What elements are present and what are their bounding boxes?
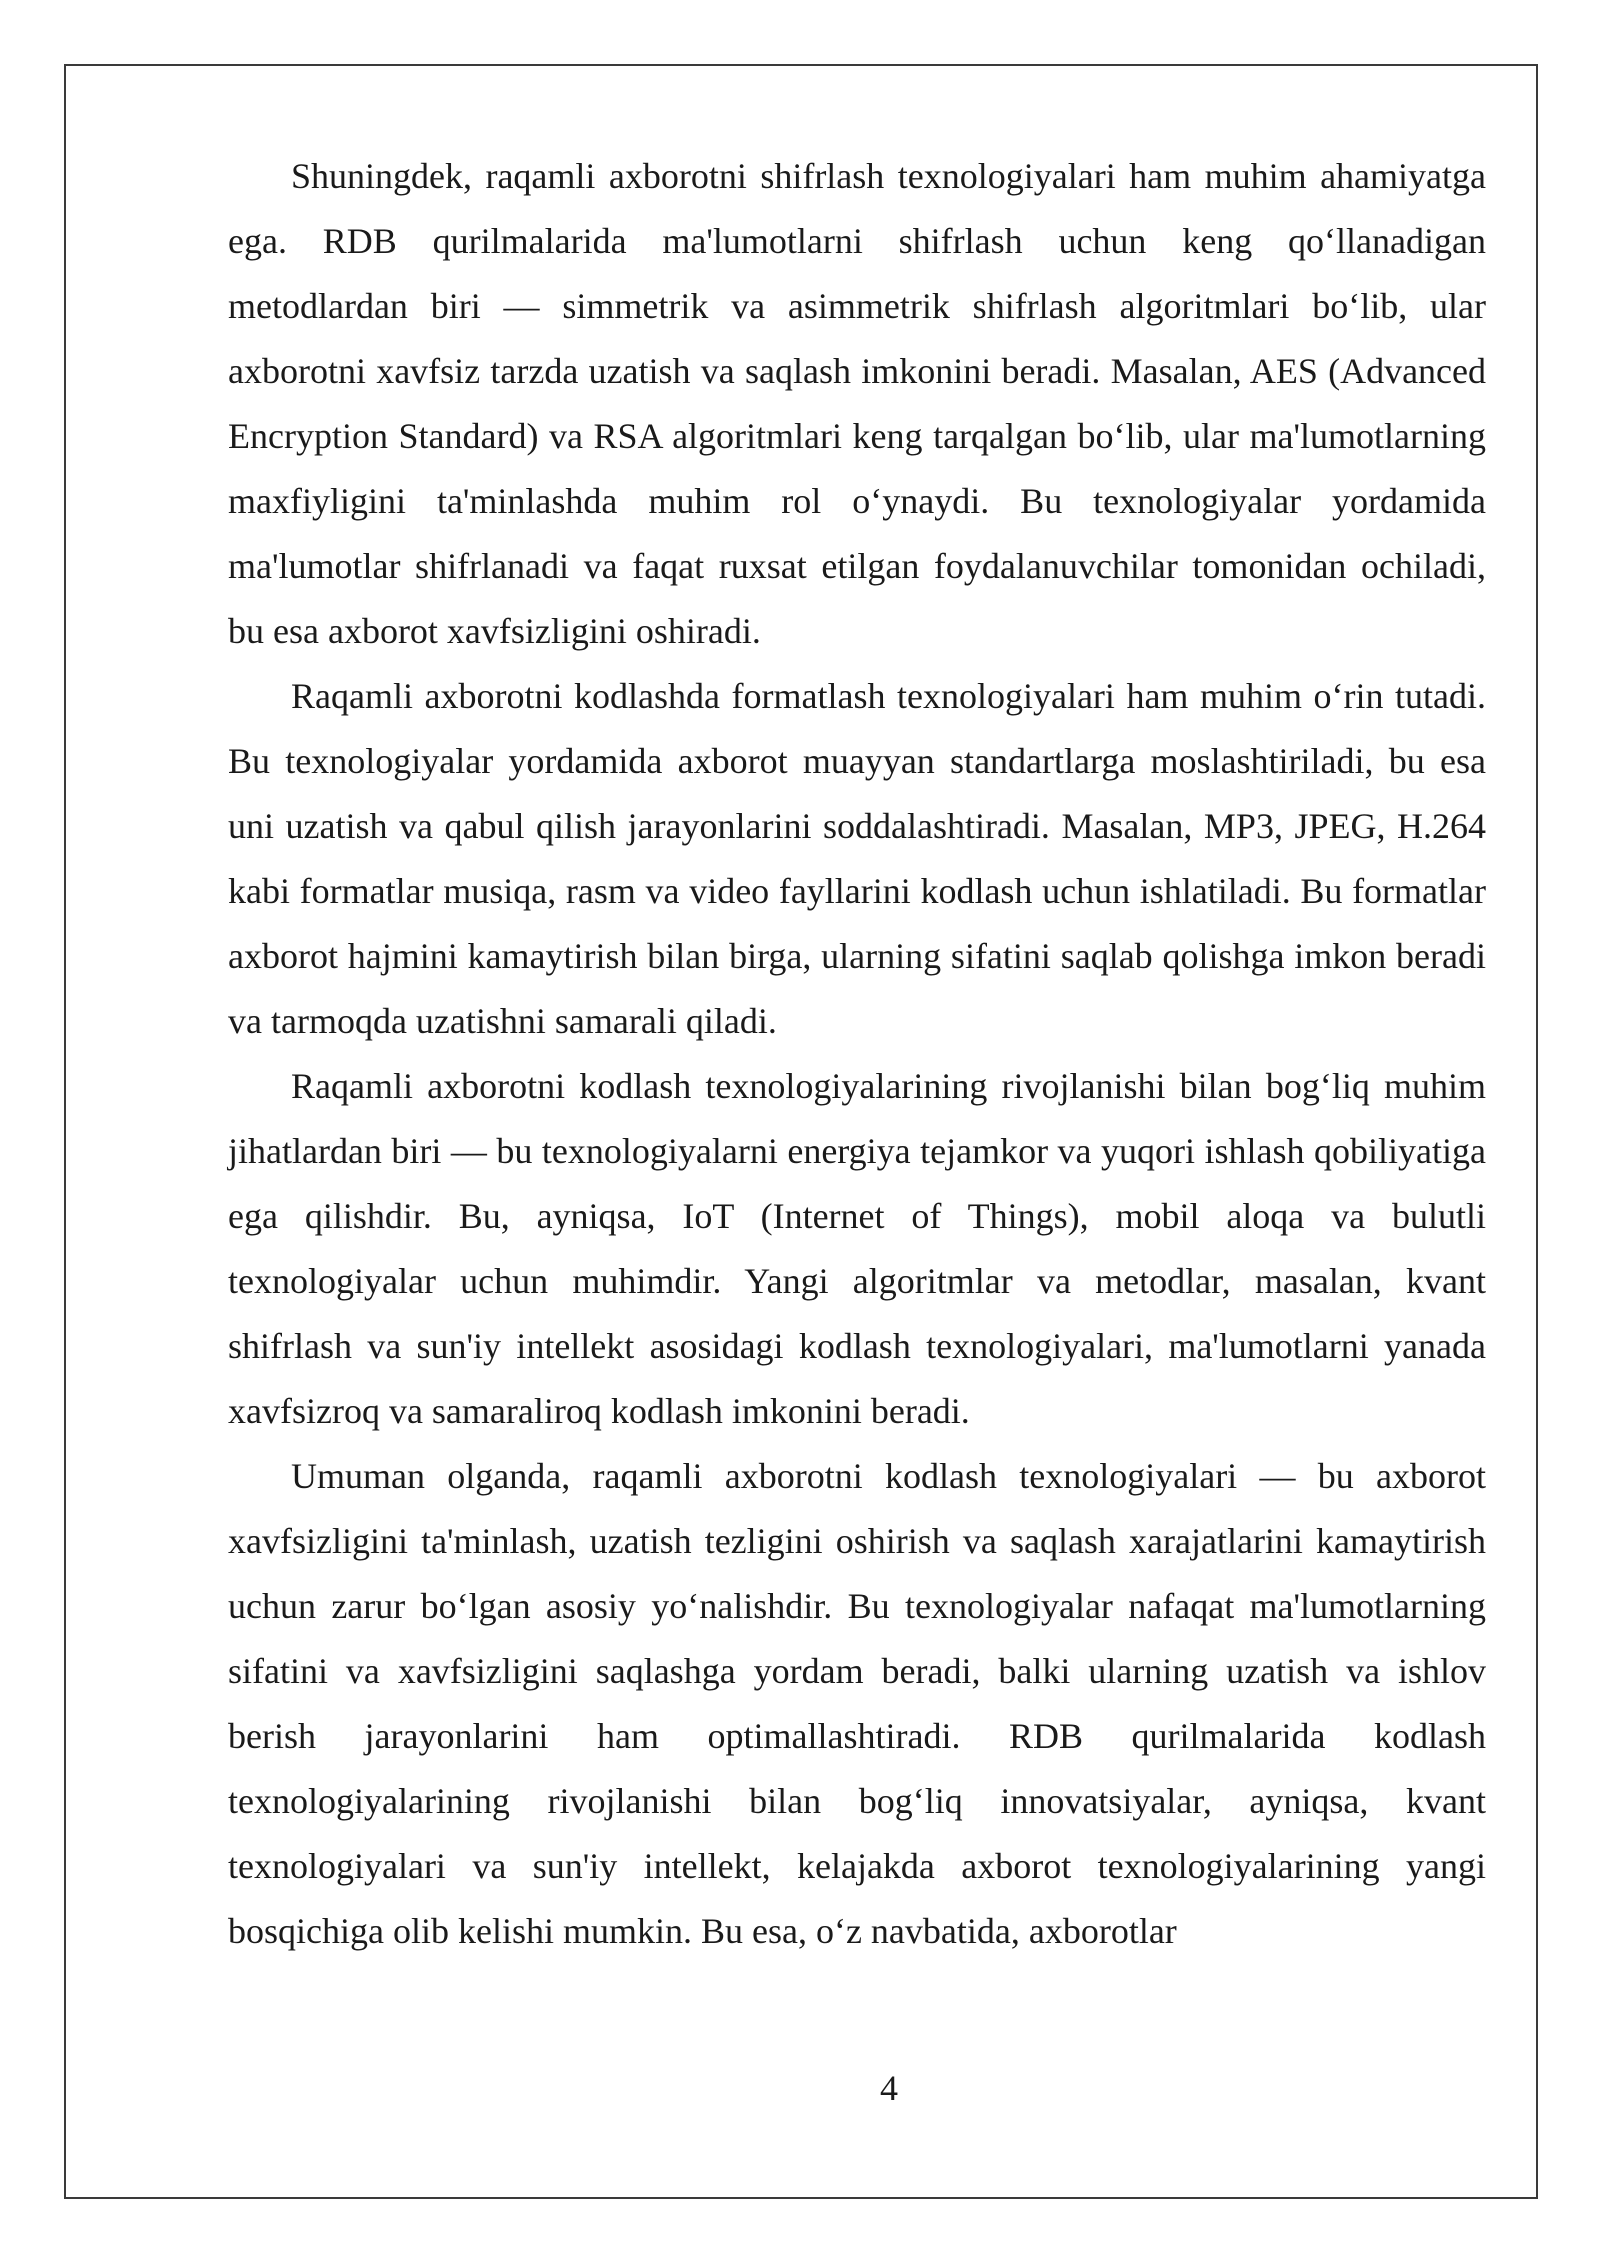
paragraph-encryption: Shuningdek, raqamli axborotni shifrlash texnologiyalari ham muhim ahamiyatga ega. RDB qurilmalarida ma'lumotlarni shifrlash uchun keng qo‘llanadigan metodlardan biri — simmetrik va asimmetrik shifrlash algoritmlari bo‘lib, ular axborotni xavfsiz tarzda uzatish va saqlash imkonini beradi. Masalan, AES (Advanced Encryption Standard) va RSA algoritmlari keng tarqalgan bo‘lib, ular ma'lumotlarning maxfiyligini ta'minlashda muhim rol o‘ynaydi. Bu texnologiyalar yordamida ma'lumotlar shifrlanadi va faqat ruxsat etilgan foydalanuvchilar tomonidan ochiladi, bu esa axborot xavfsizligini oshiradi. — [228, 156, 1486, 651]
paragraph-energy-efficiency: Raqamli axborotni kodlash texnologiyalarining rivojlanishi bilan bog‘liq muhim jihatlardan biri — bu texnologiyalarni energiya tejamkor va yuqori ishlash qobiliyatiga ega qilishdir. Bu, ayniqsa, IoT (Internet of Things), mobil aloqa va bulutli texnologiyalar uchun muhimdir. Yangi algoritmlar va metodlar, masalan, kvant shifrlash va sun'iy intellekt asosidagi kodlash texnologiyalari, ma'lumotlarni yanada xavfsizroq va samaraliroq kodlash imkonini beradi. — [228, 1066, 1486, 1431]
document-body — [228, 144, 1486, 1964]
paragraph-formatting: Raqamli axborotni kodlashda formatlash texnologiyalari ham muhim o‘rin tutadi. Bu texnologiyalar yordamida axborot muayyan standartlarga moslashtiriladi, bu esa uni uzatish va qabul qilish jarayonlarini soddalashtiradi. Masalan, MP3, JPEG, H.264 kabi formatlar musiqa, rasm va video fayllarini kodlash uchun ishlatiladi. Bu formatlar axborot hajmini kamaytirish bilan birga, ularning sifatini saqlab qolishga imkon beradi va tarmoqda uzatishni samarali qiladi. — [228, 676, 1486, 1041]
paragraph-conclusion: Umuman olganda, raqamli axborotni kodlash texnologiyalari — bu axborot xavfsizligini ta'minlash, uzatish tezligini oshirish va saqlash xarajatlarini kamaytirish uchun zarur bo‘lgan asosiy yo‘nalishdir. Bu texnologiyalar nafaqat ma'lumotlarning sifatini va xavfsizligini saqlashga yordam beradi, balki ularning uzatish va ishlov berish jarayonlarini ham optimallashtiradi. RDB qurilmalarida kodlash texnologiyalarining rivojlanishi bilan bog‘liq innovatsiyalar, ayniqsa, kvant texnologiyalari va sun'iy intellekt, kelajakda axborot texnologiyalarining yangi bosqichiga olib kelishi mumkin. Bu esa, o‘z navbatida, axborotlar — [228, 1456, 1486, 1951]
page-number: 4 — [880, 2068, 898, 2108]
